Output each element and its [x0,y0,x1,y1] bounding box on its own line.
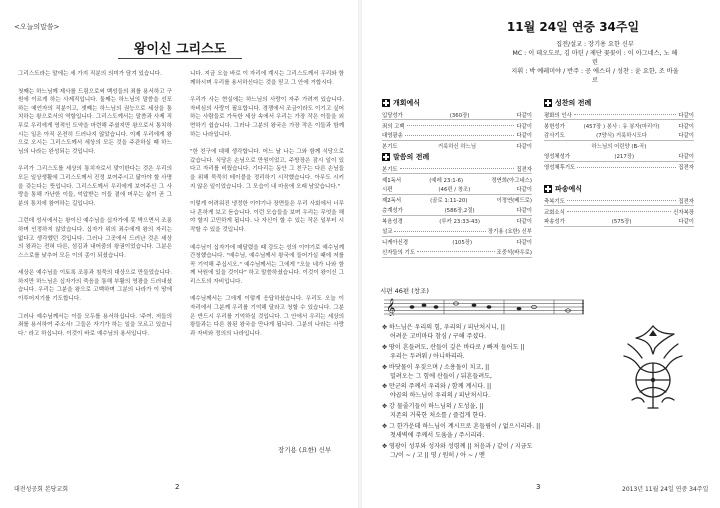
order-item-name: 봉헌성가 [544,123,565,130]
order-row [382,247,532,257]
lyric-line: 우리는 두려워 / 아니하리라. [390,352,465,360]
order-row [544,217,694,227]
order-item-detail: (360장) [449,112,470,119]
section-heading-word [382,152,429,162]
order-item-detail: (457장 ) 봉사 : 유 봉자(마리아) [583,123,660,130]
dot-leader [577,167,676,168]
order-list-dismissal [544,196,694,227]
order-item-participant: 다같이 [516,219,532,226]
order-item-name: 복음성경 [382,219,403,226]
order-row [544,162,694,172]
section-title: 말씀의 전례 [393,153,430,161]
order-item-name: 본기도 [382,144,398,151]
order-row [382,110,532,120]
order-item-participant: 다같이 [516,133,532,140]
order-item-name: 교회소식 [544,209,565,216]
dot-leader [567,211,671,212]
dot-leader [567,200,677,201]
order-item-detail: (예레 23:1-6) [429,177,464,184]
order-item-participant: 다같이 [678,133,694,140]
order-row [382,185,532,195]
lyric-line: ✥ 하느님은 우리의 힘, 우리의 / 피난처시니, || [382,324,505,331]
order-row [382,206,532,216]
order-item-participant: 다같이 [678,154,694,161]
sermon-paragraph: 우리가 그리스도를 세상의 통치자로서 맞이한다는 것은 우리의 모든 일상생활에 그리스도께서 진정 보여주시고 닮아야 할 사명을 갖는다는 뜻입니다. 그리스도께서 우리에게 보여주신 그 사랑을 통해 가난한 이들, 억압받는 이들 곁에 머무는 삶이 곧 그분의 통치에 참여하는 길입니다. [18,166,172,207]
order-item-participant: 다같이 [516,112,532,119]
order-item-participant: 다같이 [678,112,694,119]
title-underline [118,58,242,59]
order-item-detail: (골로 1:11-20) [430,198,468,205]
order-row [544,152,694,162]
lyric-stanza [382,403,602,421]
order-row [544,141,694,151]
cross-icon [544,185,552,193]
sermon-paragraph: 우리가 사는 현실에는 하느님의 사랑이 자주 가려져 있습니다. 자비심의 사랑이 필요합니다. 경쟁에서 조금이라도 이기고 싶어 하는 사람들로 가득한 세상 속에서 우리는 가장 작은 이들을 외면하기 쉽습니다. 그러나 그분의 왕국은 가장 작은 이들과 함께하는 나라입니다. [190,97,344,138]
section-title: 파송예식 [555,185,583,193]
order-item-participant: 정연희(아그네스) [491,177,532,184]
dot-leader [405,135,515,136]
lyric-stanza [382,324,602,342]
bullet-icon: ✥ [382,423,388,431]
lyric-stanza [382,443,602,461]
order-item-detail: (루카 23:33-43) [439,219,480,226]
lyric-stanza [382,344,602,362]
cross-icon [544,99,552,107]
service-credits [510,40,680,85]
order-item-participant: 다같이 [516,239,532,246]
order-row [544,196,694,206]
order-item-name: 영성체후기도 [544,165,576,172]
order-row [544,131,694,141]
order-row [382,226,532,236]
sermon-title: 왕이신 그리스도 [133,42,227,57]
order-item-participant: 다같이 [516,123,532,130]
lyric-line: ✥ 땅이 흔들려도, 산들이 깊은 바다로 / 빠져 들어도 || [382,343,525,351]
section-heading-eucharist [544,98,591,108]
sermon-column-a [18,70,172,347]
lyric-stanza [382,364,602,382]
order-row [382,164,532,174]
lyric-line: 어려운 고비마다 참심 / 구해 주셨다. [390,332,487,340]
order-item-name: 본기도 [382,166,398,173]
dot-leader [400,168,515,169]
order-item-name: 설교 [382,229,393,236]
lyric-line: 그/이 ~ / 고 || 영 / 원히 / 아 ~ / 멘 [390,451,485,459]
lyric-line: ✥ 만군의 주께서 우리와 / 함께 계시다. || [382,383,492,391]
sermon-paragraph: 세상은 예수님을 이토록 조롱과 침묵의 대상으로 만들었습니다. 하지만 하느님은 십자가의 죽음을 통해 부활의 영광을 드러내셨습니다. 우리는 그분을 왕으로 고백하며 그분의 나라가 이 땅에 이루어지기를 기도합니다. [18,270,172,303]
bullet-icon: ✥ [382,363,388,371]
page-number: 2 [175,483,180,491]
section-label: <오늘의말씀> [14,23,60,31]
order-list-eucharist [544,110,694,172]
sermon-paragraph: 그런데 성서에서는 왕이신 예수님을 십자가에 못 박으면서 조롱하며 인정하지 않았습니다. 십자가 위의 죄수에게 왕의 자리는 없다고 생각했던 것입니다. 그러나 그곳에서 드러난 것은 세상의 왕과는 전혀 다른, 섬김과 내어줌의 왕권이었습니다. 그분은 스스로를 낮추어 모든 이의 종이 되셨습니다. [18,218,172,259]
order-item-detail: 하느님의 어린양 (B-곡) [591,144,647,151]
service-date-title: 11월 24일 연중 34주일 [506,20,640,34]
order-row [382,237,532,247]
order-item-participant: 집전자 [678,198,694,205]
dot-leader [417,251,495,252]
sermon-paragraph: 그러나 예수님께서는 이들 모두를 용서하십니다. '주여, 저들의 죄를 용서하여 주소서! 그들은 자기가 하는 일을 모르고 있습니다.' 라고 하십니다. 이것이 바로 예수님의 용서입니다. [18,313,172,337]
order-item-participant: 다같이 [516,187,532,194]
bullet-icon: ✥ [382,442,388,450]
order-item-name: 대영광송 [382,133,403,140]
order-item-participant: 신자복장 [673,209,694,216]
order-row [382,131,532,141]
order-item-participant: 다같이 [516,208,532,215]
right-page [360,0,720,508]
lyric-line: 밀려오는 그 힘에 산들이 / 뒤흔들려도, [390,372,492,380]
order-item-name: 시편 [382,187,393,194]
order-item-detail: (217장) [614,154,635,161]
section-title: 성찬의 전례 [555,99,592,107]
order-item-detail: (105장) [452,239,473,246]
lyric-stanza [382,423,602,441]
order-list-word [382,164,532,258]
order-item-detail: (586장,2절) [444,208,475,215]
order-item-detail: (575장) [611,219,632,226]
dove-cross-illustration [618,322,688,414]
order-item-name: 니케아신경 [382,239,409,246]
order-item-name: 축복기도 [544,198,565,205]
sermon-paragraph: 예수님께서는 그에게 이렇게 응답하셨습니다. 우리도 오늘 이 자리에서 그분께 우리를 기억해 달라고 청할 수 있습니다. 그분은 반드시 우리를 기억하실 것입니다. 그 안에서 우리는 세상의 왕들과는 다른 참된 왕국을 만나게 됩니다. 그분의 나라는 사랑과 자비와 정의의 나라입니다. [190,296,344,337]
order-item-participant: 조중석(바우로) [496,249,532,256]
lyric-line: 첫새벽에 주께서 도움을 / 주시리라. [390,431,485,439]
section-heading-dismissal [544,184,582,194]
order-item-participant: 이정연(베드로) [496,198,532,205]
dot-leader [574,114,677,115]
order-row [544,110,694,120]
order-item-name: 감사기도 [544,133,565,140]
sermon-paragraph: 이렇게 어려워진 냉정한 이야기나 장면들은 우리 사회에서 너무나 흔하게 보고 듣습니다. 이런 모습들을 보며 우리는 무엇을 해야 할지 고민하게 됩니다. 나 자신이 할 수 있는 작은 일부터 시작할 수 있을 것입니다. [190,201,344,233]
order-row [382,174,532,184]
lyric-line: ✥ 강 물줄기들이 하느님의 / 도성을, || [382,403,484,411]
bulletin-date-footer: 2013년 11월 24일 연중 34주일 [622,486,709,493]
church-name-footer: 대전성공회 본당교회 [14,486,69,493]
order-item-participant: 다같이 [678,219,694,226]
credit-line: 지휘 : 박 예레미야 / 반주 : 공 에스더 / 성찬 : 윤 요한, 조 바울로 [511,68,679,84]
lyric-line: ✥ 영광이 성부와 성자와 성령께 || 처음과 / 같이 / 지금도 [382,442,533,450]
order-item-name: 파송성가 [544,219,565,226]
credit-line: 집전/설교 : 장기용 요한 신부 [556,41,634,48]
psalm-hymn-title: 시편 46편 (창조) [380,287,429,295]
dot-leader [407,125,515,126]
cross-icon [382,153,390,161]
lyric-line: ✥ 바닷물이 우짖으며 / 소용돌이 치고, || [382,363,490,371]
sermon-paragraph: 니다. 지금 오늘 바로 이 자리에 계시는 그리스도께서 우리와 함께하시며 우리를 용서하신다는 것을 믿고 그 안에 거합시다. [190,71,344,86]
lyric-line: ✥ 그 한가운데 하느님이 계시므로 흔들림이 / 없으시리라. || [382,423,541,431]
sermon-column-b [190,70,344,347]
order-item-name: 제1독서 [382,177,402,184]
order-item-name: 영성체성가 [544,154,571,161]
page-number: 3 [536,483,541,491]
order-row [382,195,532,205]
bullet-icon: ✥ [382,324,388,331]
order-item-name: 제2독서 [382,198,402,205]
credit-line: MC : 이 데오도로, 김 마틴 / 제단 꽃꽂이 : 이 아그네스, 노 헤린 [512,50,678,66]
section-heading-gathering [382,98,420,108]
sermon-paragraph: 그리스도라는 말에는 세 가지 직분의 의미가 담겨 있습니다. [18,71,162,77]
sermon-paragraph: 첫째는 하느님께 제사를 드림으로써 백성들의 죄를 용서하고 구원에 이르게 하는 사제직입니다. 둘째는 하느님의 말씀을 선포하는 예언자의 직분이고, 셋째는 하느님의 권능으로 세상을 통치하는 왕으로서의 역할입니다. 그리스도께서는 말씀과 사제 직무로 우리에게 영적인 도약을 마련해 주셨지만 왕으로서 통치하시는 일은 아직 온전히 드러나지 않았습니다. 이제 우리에게 왕으로 오시는 그리스도께서 세상의 모든 것을 주관하실 때 하느님의 나라는 완성되는 것입니다. [18,88,172,155]
lyric-line: 지존의 거룩한 처소를 / 즐겁게 한다. [390,412,487,420]
order-item-detail: (7양식) 거룩하시도다 [596,133,648,140]
dot-leader [394,231,485,232]
order-list-gathering [382,110,532,152]
order-item-participant: 다같이 [678,123,694,130]
order-item-detail: (46편 / 창조) [438,187,471,194]
order-item-name: 죄의 고백 [382,123,405,130]
order-row [382,141,532,151]
sermon-signature: 장기용 (요한) 신부 [278,446,332,454]
order-row [382,216,532,226]
order-row [544,206,694,216]
order-row [544,120,694,130]
order-item-name: 신자들의 기도 [382,249,415,256]
cross-icon [382,99,390,107]
order-item-detail: 거룩하신 하느님 [437,144,477,151]
order-item-name: 평화의 인사 [544,112,572,119]
lyric-line: 야곱의 하느님이 우리의 / 피난처시다. [390,392,491,400]
music-staff [384,296,584,316]
order-item-participant: 장기용 (요한) 신부 [487,229,532,236]
order-item-name: 입당성가 [382,112,403,119]
bullet-icon: ✥ [382,383,388,391]
order-item-participant: 집전자 [516,166,532,173]
bullet-icon: ✥ [382,403,388,411]
psalm-lyrics [382,324,602,463]
section-title: 개회예식 [393,99,421,107]
order-item-participant: 집전자 [678,165,694,172]
sermon-paragraph: 예수님이 십자가에 매달렸을 때 강도는 성의 이야기로 예수님께 간청했습니다. "예수님, 예수님께서 왕국에 들어가실 때에 저를 꼭 기억해 주십시오." 예수님께서는 그에게 "오늘 네가 나와 함께 낙원에 있을 것이다" 하고 말씀하셨습니다. 이것이 왕이신 그리스도의 자비입니다. [190,244,344,285]
order-row [382,120,532,130]
sermon-paragraph: "한 친구에 대해 생각합니다. 어느 날 나는 그와 함께 식당으로 갔습니다. 식당은 손님으로 만원이었고, 주방장은 잠시 일이 있다고 자리를 비웠습니다. 기다리는 동안 그 친구는 다른 손님들을 위해 묵묵히 테이블을 정리하기 시작했습니다. 아무도 시키지 않은 일이었습니다. 그 모습이 내 마음에 오래 남았습니다." [190,149,344,190]
order-item-name: 층계성가 [382,208,403,215]
order-item-participant: 다같이 [516,144,532,151]
bullet-icon: ✥ [382,343,388,351]
lyric-stanza [382,383,602,401]
svg-text:𝄞: 𝄞 [386,298,396,316]
